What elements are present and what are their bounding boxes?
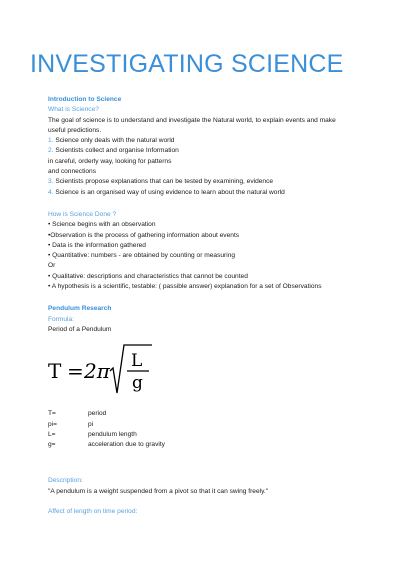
subheading-how-is-science-done: How is Science Done ? <box>48 210 117 218</box>
page-title: INVESTIGATING SCIENCE <box>30 50 344 78</box>
variable-description: pi <box>88 420 94 428</box>
bullet-line: • Science begins with an observation <box>48 221 156 229</box>
list-text: Scientists collect and organise Information <box>53 147 179 155</box>
document-body <box>48 95 388 517</box>
bullet-line: • Quantitative: numbers - are obtained by counting or measuring <box>48 252 236 260</box>
pendulum-formula <box>48 337 388 399</box>
bullet-line: • Data is the information gathered <box>48 241 146 249</box>
formula-coefficient: 2π <box>84 359 110 384</box>
formula-label: Formula: <box>48 315 75 323</box>
bullet-line: • A hypothesis is a scientific, testable: ( passible answer) explanation for a set of Observations <box>48 283 322 291</box>
formula-graphic <box>48 337 168 399</box>
bullet-line: • Qualitative: descriptions and characteristics that cannot be counted <box>48 272 248 280</box>
variable-description: pendulum length <box>88 430 137 438</box>
variable-symbol: T= <box>48 410 56 418</box>
list-number: 4. <box>48 188 54 196</box>
list-text: Scientists propose explanations that can be tested by examining, evidence <box>53 178 274 186</box>
bullet-line: Or <box>48 262 56 270</box>
period-label: Period of a Pendulum <box>48 325 112 333</box>
formula-lhs: T <box>48 359 62 384</box>
list-item <box>48 146 388 156</box>
intro-text-line: The goal of science is to understand and investigate the Natural world, to explain events and make <box>48 116 336 124</box>
description-label: Description: <box>48 477 83 485</box>
list-continuation: and connections <box>48 168 97 176</box>
formula-equals: = <box>67 359 84 384</box>
variable-row <box>48 430 388 440</box>
list-text: Science only deals with the natural world <box>53 137 175 145</box>
list-text: Science is an organised way of using evidence to learn about the natural world <box>53 188 285 196</box>
variable-row <box>48 420 388 430</box>
variable-row <box>48 409 388 419</box>
variable-row <box>48 440 388 450</box>
section-heading-intro: Introduction to Science <box>48 96 122 103</box>
list-item <box>48 188 388 198</box>
variable-symbol: pi= <box>48 420 57 428</box>
list-number: 3. <box>48 178 54 186</box>
description-text: "A pendulum is a weight suspended from a pivot so that it can swing freely." <box>48 487 269 495</box>
variable-description: period <box>88 410 107 418</box>
list-item <box>48 177 388 187</box>
variable-symbol: L= <box>48 430 56 438</box>
list-number: 2. <box>48 147 54 155</box>
list-continuation: in careful, orderly way, looking for patterns <box>48 157 172 165</box>
variable-description: acceleration due to gravity <box>88 441 165 449</box>
variable-list <box>48 409 388 450</box>
list-number: 1. <box>48 137 54 145</box>
formula-numerator: L <box>131 351 143 372</box>
affect-of-length-label: Affect of length on time period: <box>48 508 138 516</box>
subheading-what-is-science: What is Science? <box>48 106 99 114</box>
variable-symbol: g= <box>48 441 56 449</box>
bullet-line: •Observation is the process of gathering information about events <box>48 231 240 239</box>
section-heading-pendulum: Pendulum Research <box>48 305 112 313</box>
intro-text-line: useful predictions. <box>48 126 102 134</box>
list-item <box>48 136 388 146</box>
formula-denominator: g <box>132 373 143 394</box>
